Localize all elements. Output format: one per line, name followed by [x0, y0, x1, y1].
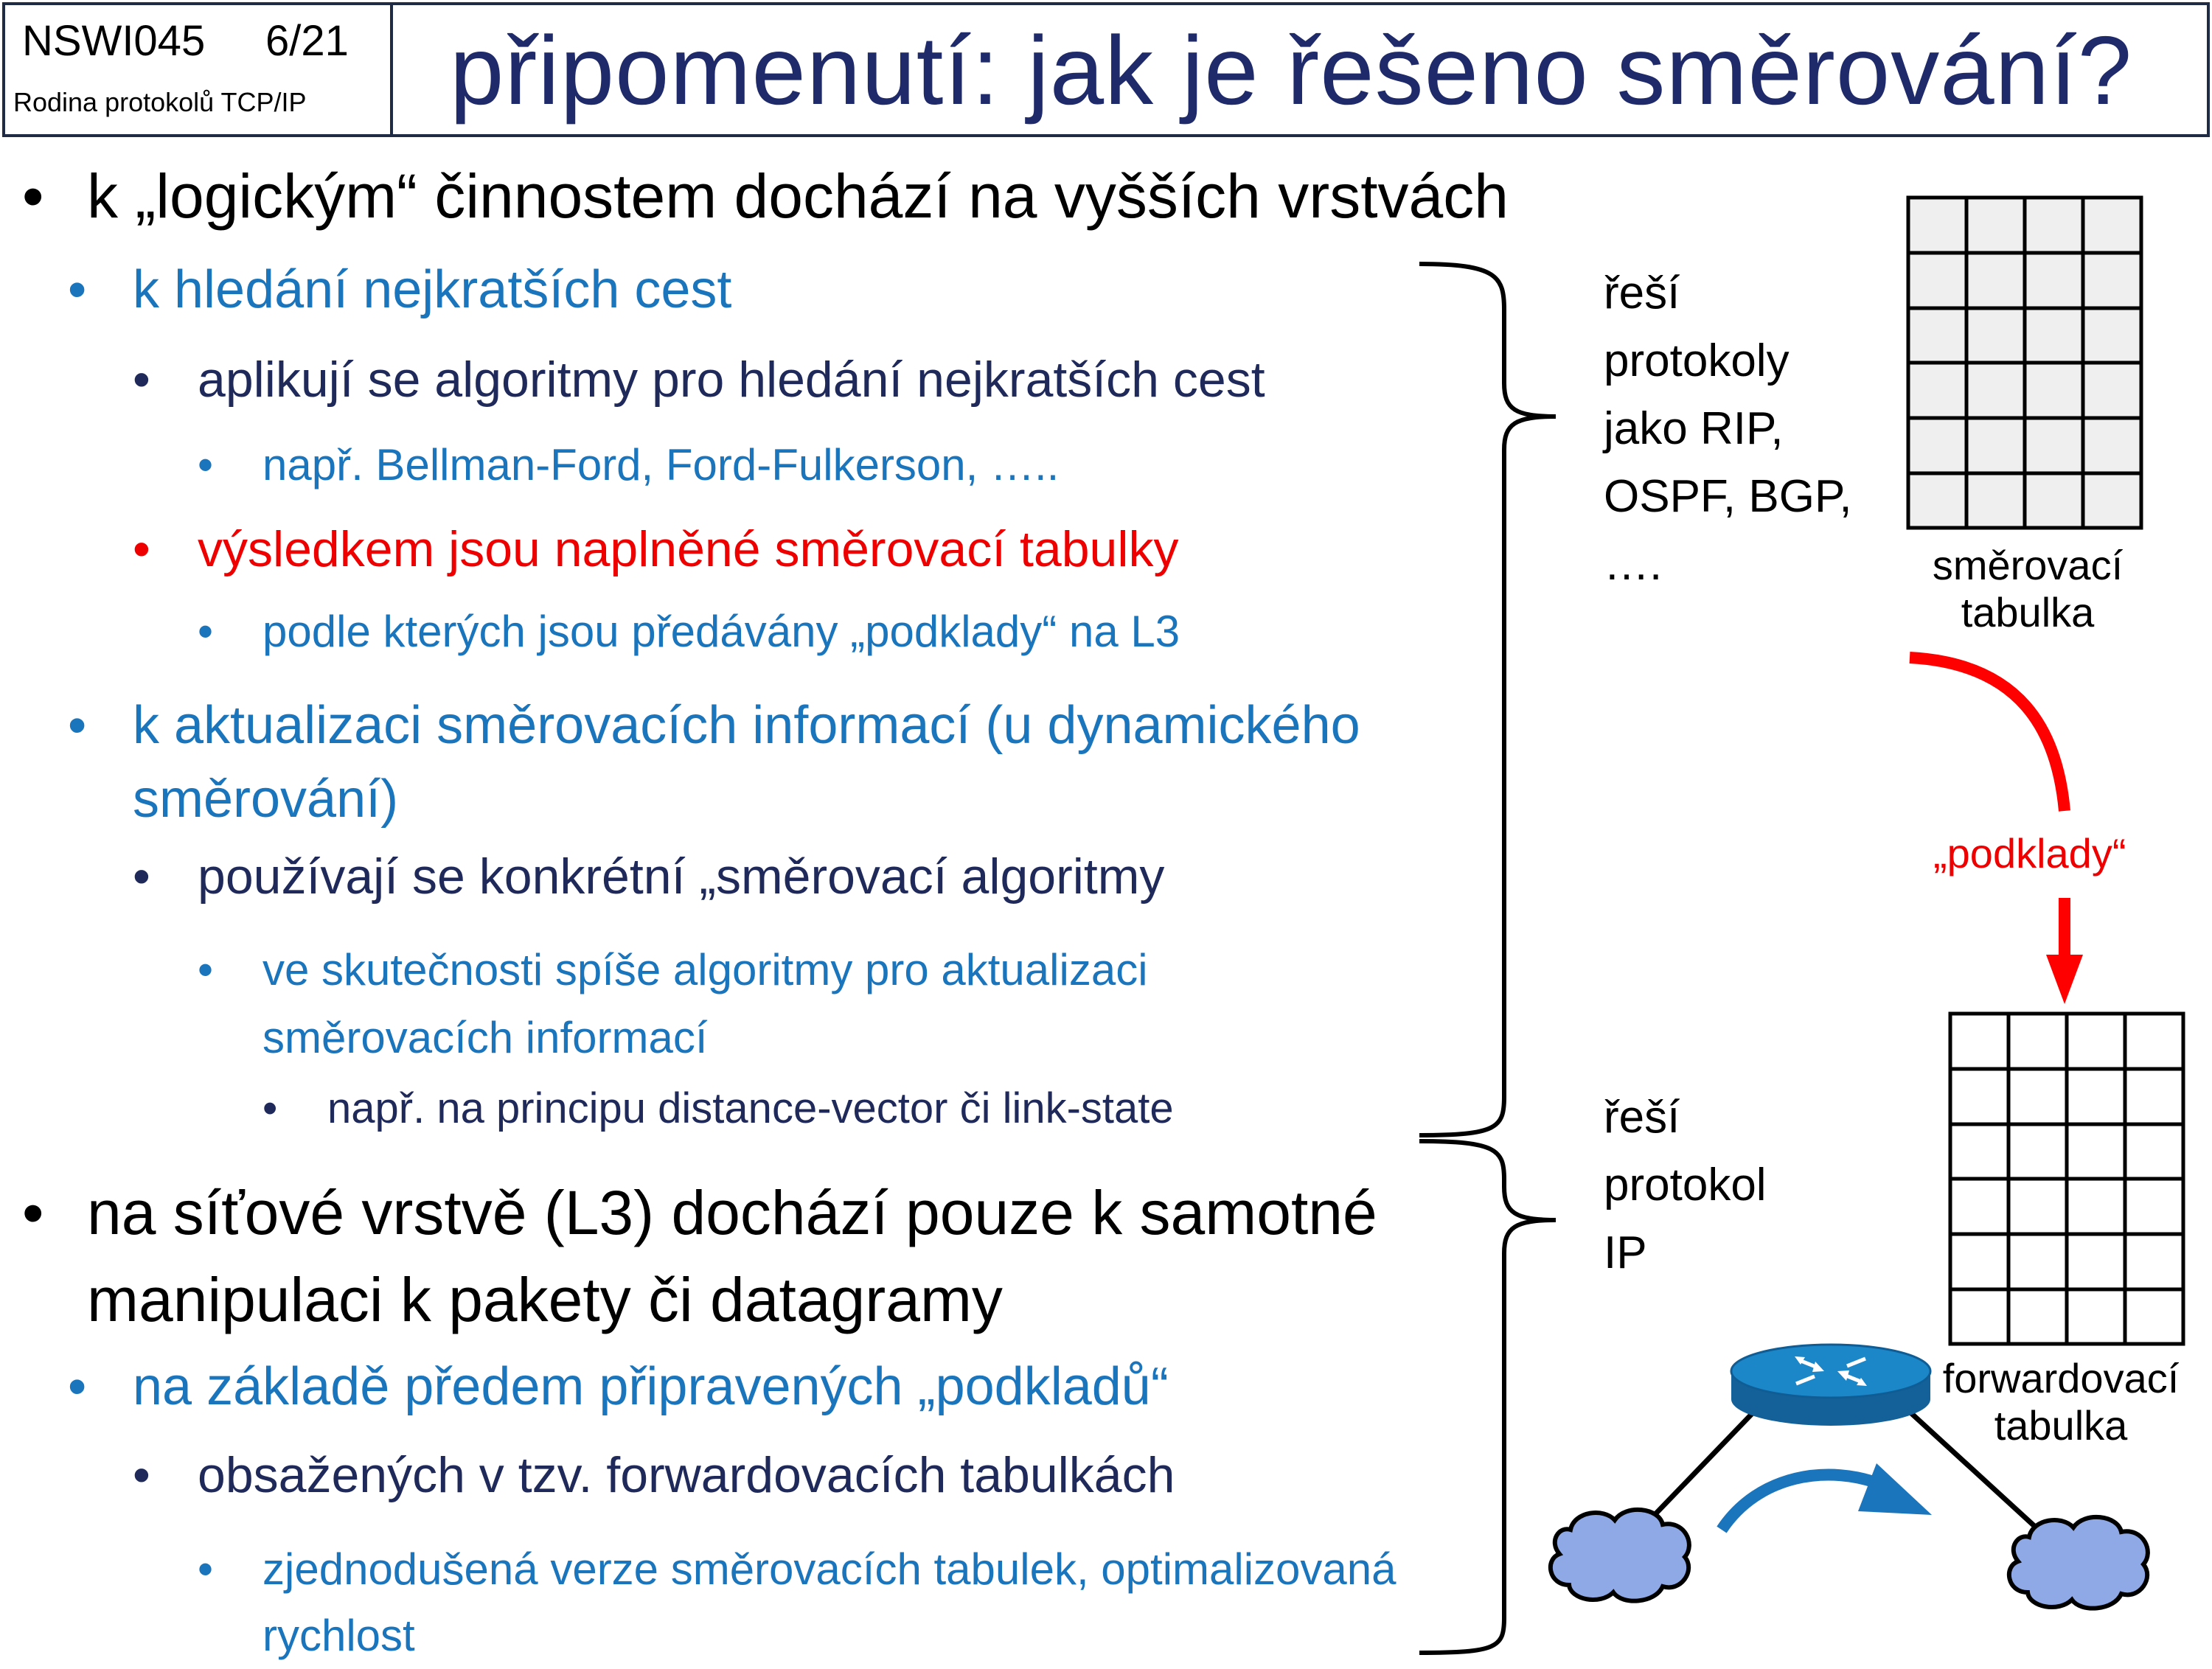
routing-table-caption: [1902, 542, 2153, 636]
routing-table-grid: [1908, 198, 2141, 528]
side-note-line: ….: [1604, 539, 1663, 590]
upper-brace: [1419, 264, 1556, 1135]
forwarding-table-grid: [1950, 1014, 2183, 1344]
bullet-text: podle kterých jsou předávány „podklady“ na L3: [262, 607, 1180, 656]
bullet-dot: •: [133, 521, 150, 577]
bullet-text: na základě předem připravených „podkladů“: [133, 1357, 1169, 1416]
side-note-line: protokoly: [1604, 335, 1790, 386]
bullet-text: zjednodušená verze směrovacích tabulek, optimalizovaná: [262, 1544, 1397, 1594]
caption-line: tabulka: [1961, 589, 2095, 635]
bullet-dot: •: [198, 945, 214, 994]
arrow-label: „podklady“: [1933, 830, 2126, 877]
bullet-text: používají se konkrétní „směrovací algoritmy: [198, 849, 1165, 905]
course-code: NSWI045: [22, 17, 206, 65]
bullet-text-continued: manipulaci k pakety či datagramy: [87, 1265, 1003, 1334]
bullet-dot: •: [198, 440, 214, 489]
red-curve-arrow: [1910, 658, 2065, 811]
network-cloud-right: [2009, 1517, 2148, 1609]
bullet-dot: •: [22, 161, 44, 231]
blue-arrow-head: [1858, 1463, 1932, 1515]
bullet-dot: •: [133, 1447, 150, 1503]
bullet-dot: •: [68, 696, 87, 755]
side-note-upper: [1604, 259, 1852, 599]
bullet-dot: •: [68, 1357, 87, 1416]
side-note-line: řeší: [1604, 268, 1680, 318]
bullet-text-continued: směrování): [133, 770, 399, 829]
bullet-text: na síťové vrstvě (L3) dochází pouze k samotné: [87, 1178, 1377, 1247]
bullet-text: aplikují se algoritmy pro hledání nejkratších cest: [198, 352, 1265, 408]
side-note-line: řeší: [1604, 1092, 1680, 1143]
bullet-text: obsažených v tzv. forwardovacích tabulkách: [198, 1447, 1175, 1503]
caption-line: směrovací: [1932, 542, 2124, 588]
side-note-line: OSPF, BGP,: [1604, 471, 1852, 522]
bullet-text: např. Bellman-Ford, Ford-Fulkerson, …..: [262, 440, 1060, 489]
bullet-text: k aktualizaci směrovacích informací (u dynamického: [133, 696, 1360, 755]
bullet-text: např. na principu distance-vector či link-state: [327, 1084, 1174, 1132]
bullet-text: k „logickým“ činnostem dochází na vyšších vrstvách: [87, 161, 1509, 231]
caption-line: forwardovací: [1942, 1355, 2180, 1401]
bullet-text-continued: rychlost: [262, 1611, 415, 1660]
slide-title: připomenutí: jak je řešeno směrování?: [450, 16, 2133, 125]
bullet-dot: •: [198, 1544, 214, 1594]
bullet-dot: •: [133, 352, 150, 408]
bullet-dot: •: [68, 260, 87, 319]
course-subtitle: Rodina protokolů TCP/IP: [13, 87, 307, 117]
bullet-text: k hledání nejkratších cest: [133, 260, 732, 319]
page-number: 6/21: [265, 17, 349, 65]
bullet-text: ve skutečnosti spíše algoritmy pro aktualizaci: [262, 945, 1148, 994]
bullet-text: výsledkem jsou naplněné směrovací tabulky: [198, 521, 1179, 577]
router-icon: [1731, 1345, 1930, 1426]
blue-forward-arrow: [1722, 1475, 1884, 1530]
side-note-line: IP: [1604, 1227, 1647, 1278]
side-note-lower: [1604, 1084, 1767, 1287]
red-arrow-head: [2046, 955, 2083, 1004]
bullet-text-continued: směrovacích informací: [262, 1013, 708, 1062]
bullet-dot: •: [133, 849, 150, 905]
bullet-dot: •: [22, 1178, 44, 1247]
lower-brace: [1419, 1141, 1556, 1653]
caption-line: tabulka: [1994, 1402, 2128, 1449]
forwarding-table-caption: [1928, 1355, 2194, 1449]
bullet-dot: •: [262, 1084, 278, 1132]
network-cloud-left: [1551, 1510, 1689, 1601]
bullet-dot: •: [198, 607, 214, 656]
side-note-line: jako RIP,: [1604, 403, 1784, 454]
side-note-line: protokol: [1604, 1160, 1767, 1210]
